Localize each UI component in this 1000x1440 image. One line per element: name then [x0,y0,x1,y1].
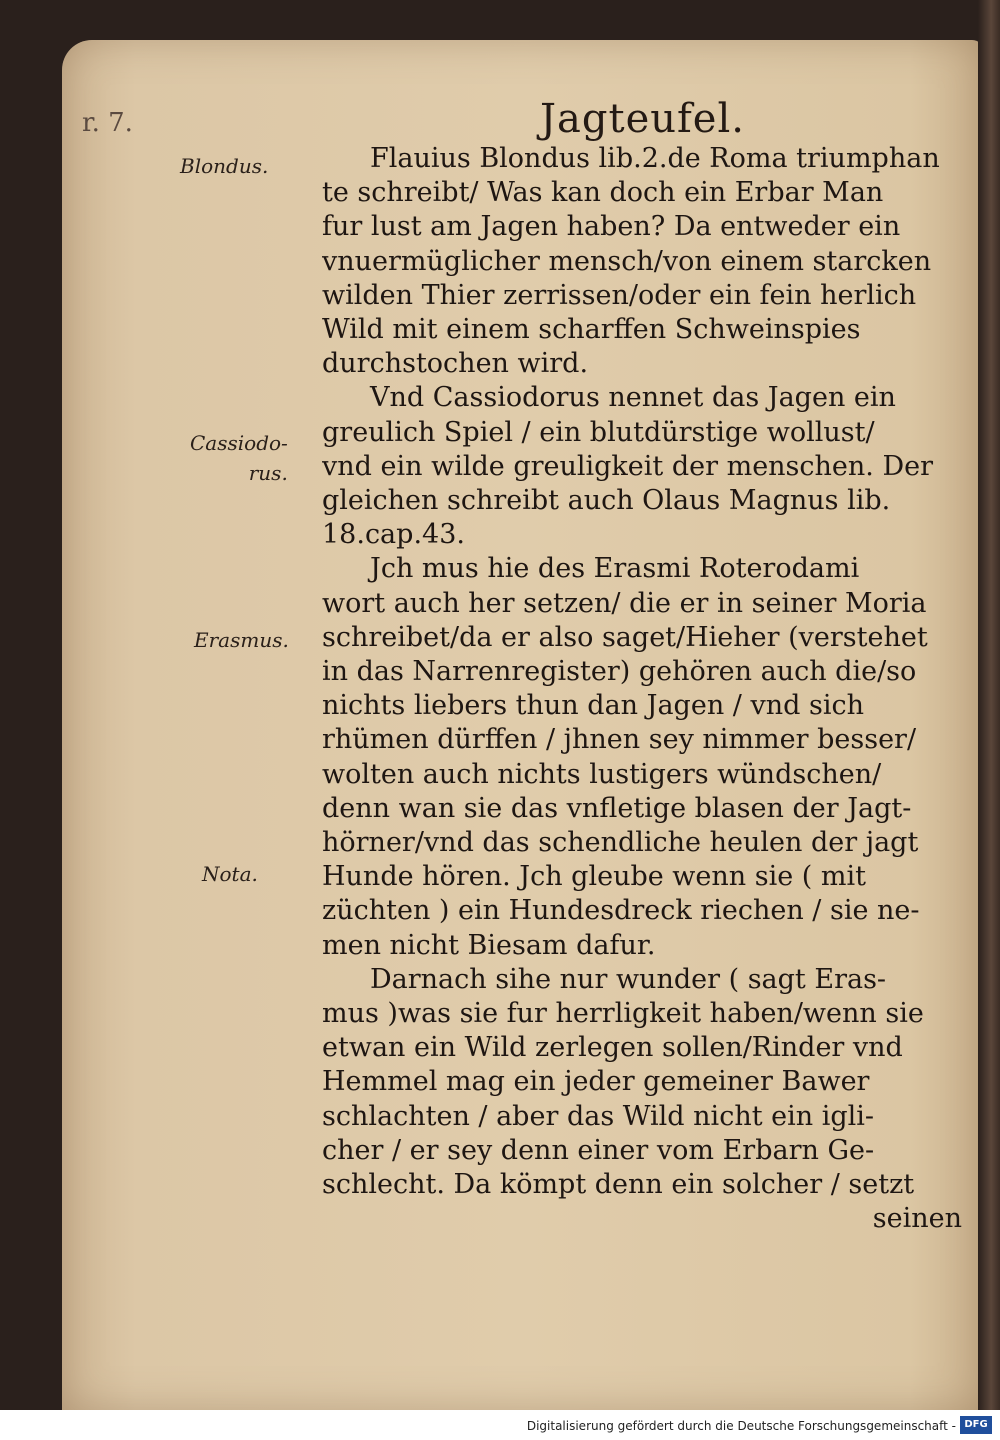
text-line: Jch mus hie des Erasmi Roterodami [370,553,860,585]
marginal-note-nota: Nota. [202,862,258,886]
text-line: 18.cap.43. [322,519,465,551]
marginal-note-blondus: Blondus. [180,154,269,178]
text-line: vnd ein wilde greuligkeit der menschen. Der [322,450,933,482]
text-line: züchten ) ein Hundesdreck riechen / sie ne- [322,895,920,927]
running-head: Jagteufel. [540,96,745,142]
text-line: wort auch her setzen/ die er in seiner Moria [322,587,927,619]
text-line: schreibet/da er also saget/Hieher (verstehet [322,621,928,653]
text-line: fur lust am Jagen haben? Da entweder ein [322,211,901,243]
marginal-note-cassiodorus: Cassiodo- rus. [190,431,288,485]
text-line: nichts liebers thun dan Jagen / vnd sich [322,690,864,722]
text-line: etwan ein Wild zerlegen sollen/Rinder vnd [322,1032,903,1064]
text-line: schlecht. Da kömpt denn ein solcher / setzt [322,1169,915,1201]
text-line: greulich Spiel / ein blutdürstige wollust/ [322,416,875,448]
text-line: rhümen dürffen / jhnen sey nimmer besser/ [322,724,917,756]
text-line: mus )was sie fur herrligkeit haben/wenn sie [322,998,924,1030]
text-line: hörner/vnd das schendliche heulen der jagt [322,827,919,859]
text-line: gleichen schreibt auch Olaus Magnus lib. [322,485,891,517]
text-line: wolten auch nichts lustigers wündschen/ [322,758,882,790]
dfg-logo: DFG [960,1416,992,1434]
handwritten-margin-mark: r. 7. [82,108,133,138]
text-line: Hemmel mag ein jeder gemeiner Bawer [322,1066,870,1098]
text-line: cher / er sey denn einer vom Erbarn Ge- [322,1134,875,1166]
catchword: seinen [872,1203,962,1235]
text-line: Flauius Blondus lib.2.de Roma triumphan [370,143,940,174]
text-line: denn wan sie das vnfletige blasen der Jagt- [322,792,912,824]
text-line: te schreibt/ Was kan doch ein Erbar Man [322,177,884,209]
text-line: vnuermüglicher mensch/von einem starcken [322,245,932,277]
marginal-note-erasmus: Erasmus. [194,628,289,652]
text-line: Wild mit einem scharffen Schweinspies [322,314,861,346]
funding-notice: Digitalisierung gefördert durch die Deutsche Forschungsgemeinschaft - [526,1419,956,1433]
text-line: Darnach sihe nur wunder ( sagt Eras- [370,963,887,995]
text-line: schlachten / aber das Wild nicht ein igli- [322,1100,875,1132]
text-line: men nicht Biesam dafur. [322,929,656,961]
text-line: wilden Thier zerrissen/oder ein fein herlich [322,279,917,311]
text-line: Hunde hören. Jch gleube wenn sie ( mit [322,861,867,893]
text-line: Vnd Cassiodorus nennet das Jagen ein [370,382,896,414]
text-line: in das Narrenregister) gehören auch die/so [322,656,917,688]
body-text [322,142,962,1237]
book-binding-edge [978,0,1000,1410]
text-line: durchstochen wird. [322,348,589,380]
